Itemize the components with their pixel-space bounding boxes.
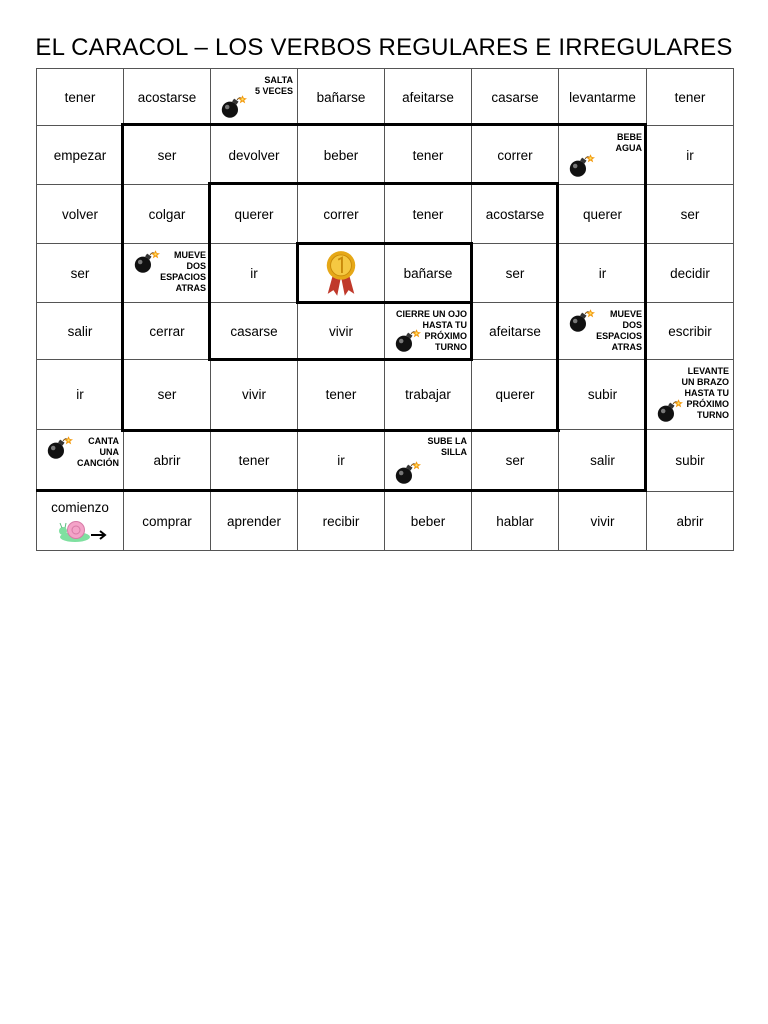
verb-label: devolver (228, 147, 280, 163)
verb-label: hablar (496, 513, 534, 529)
verb-label: ir (598, 265, 607, 281)
start-cell (36, 491, 124, 551)
verb-label: querer (582, 206, 623, 222)
bomb-icon (220, 95, 247, 119)
board-cell (297, 68, 385, 126)
penalty-cell (123, 243, 211, 303)
verb-label: bañarse (316, 89, 366, 105)
board-cell (384, 359, 472, 430)
verb-label: beber (323, 147, 359, 163)
verb-label: afeitarse (489, 323, 541, 339)
finish-cell (297, 243, 385, 303)
board-cell (384, 184, 472, 244)
board-cell (646, 491, 734, 551)
verb-label: levantarme (569, 89, 636, 105)
bomb-icon (656, 399, 683, 423)
board-cell (210, 359, 298, 430)
verb-label: colgar (148, 206, 186, 222)
board-cell (297, 184, 385, 244)
penalty-instruction: CANTA UNA CANCIÓN (77, 436, 119, 468)
board-cell (646, 68, 734, 126)
bomb-icon (133, 250, 160, 274)
board-cell (646, 125, 734, 185)
bomb-icon (568, 154, 595, 178)
board-cell (123, 429, 211, 492)
penalty-cell (384, 429, 472, 492)
board-cell (36, 302, 124, 360)
verb-label: cerrar (149, 323, 185, 339)
penalty-cell (558, 125, 647, 185)
board-cell (36, 68, 124, 126)
verb-label: trabajar (405, 387, 451, 402)
verb-label: bañarse (403, 265, 453, 281)
snail-icon (57, 519, 109, 543)
gold-medal-icon (322, 248, 360, 298)
verb-label: recibir (322, 513, 360, 529)
verb-label: acostarse (137, 89, 197, 105)
board-cell (36, 184, 124, 244)
verb-label: tener (64, 89, 96, 105)
verb-label: ser (70, 265, 90, 281)
verb-label: subir (587, 387, 618, 402)
bomb-icon (394, 329, 421, 353)
bomb-icon (46, 436, 73, 460)
verb-label: abrir (153, 453, 181, 468)
verb-label: salir (67, 323, 93, 339)
board-cell (558, 68, 647, 126)
verb-label: ir (337, 453, 345, 468)
board-cell (297, 359, 385, 430)
verb-label: casarse (491, 89, 539, 105)
penalty-instruction: LEVANTE UN BRAZO HASTA TU PRÓXIMO TURNO (681, 366, 729, 420)
start-label: comienzo (51, 500, 109, 515)
board-cell (384, 491, 472, 551)
penalty-instruction: SUBE LA SILLA (427, 436, 467, 457)
verb-label: tener (412, 206, 444, 222)
verb-label: ser (680, 206, 700, 222)
board-cell (210, 184, 298, 244)
verb-label: querer (495, 387, 535, 402)
verb-label: ir (250, 265, 258, 281)
board-cell (471, 359, 559, 430)
verb-label: empezar (53, 147, 107, 163)
board-cell (123, 68, 211, 126)
verb-label: ser (505, 265, 525, 281)
board-cell (210, 491, 298, 551)
penalty-instruction: BEBE AGUA (615, 132, 642, 153)
verb-label: ser (157, 387, 177, 402)
verb-label: tener (325, 387, 357, 402)
penalty-cell (558, 302, 647, 360)
verb-label: tener (674, 89, 706, 105)
verb-label: decidir (670, 265, 710, 281)
board-cell (297, 125, 385, 185)
verb-label: salir (590, 453, 615, 468)
board-cell (297, 302, 385, 360)
board-cell (558, 491, 647, 551)
verb-label: abrir (676, 513, 704, 529)
board-cell (123, 302, 211, 360)
verb-label: afeitarse (402, 89, 454, 105)
verb-label: tener (412, 147, 444, 163)
verb-label: vivir (329, 323, 353, 339)
board-cell (646, 302, 734, 360)
board-cell (210, 302, 298, 360)
verb-label: volver (61, 206, 98, 222)
penalty-instruction: MUEVE DOS ESPACIOS ATRAS (596, 309, 642, 352)
verb-label: correr (497, 147, 533, 163)
board-cell (297, 491, 385, 551)
penalty-instruction: CIERRE UN OJO HASTA TU PRÓXIMO TURNO (395, 309, 467, 352)
board-cell (471, 429, 559, 492)
verb-label: casarse (230, 323, 278, 339)
page-title: EL CARACOL – LOS VERBOS REGULARES E IRREGULARES (35, 34, 733, 61)
verb-label: ir (76, 387, 84, 402)
verb-label: ser (157, 147, 177, 163)
board-cell (123, 359, 211, 430)
verb-label: aprender (226, 513, 282, 529)
board-cell (384, 125, 472, 185)
verb-label: escribir (668, 323, 712, 339)
verb-label: ir (686, 147, 694, 163)
board-cell (36, 359, 124, 430)
board-cell (297, 429, 385, 492)
verb-label: comprar (142, 513, 192, 529)
board-cell (384, 68, 472, 126)
board-cell (471, 184, 559, 244)
penalty-cell (36, 429, 124, 492)
verb-label: vivir (590, 513, 615, 529)
board-cell (646, 184, 734, 244)
board-cell (471, 302, 559, 360)
board-cell (558, 184, 647, 244)
board-cell (471, 125, 559, 185)
bomb-icon (394, 461, 421, 485)
board-cell (558, 359, 647, 430)
verb-label: subir (675, 453, 705, 468)
board-cell (36, 125, 124, 185)
verb-label: beber (410, 513, 446, 529)
board-cell (123, 491, 211, 551)
verb-label: acostarse (485, 206, 545, 222)
board-cell (210, 243, 298, 303)
board-cell (646, 243, 734, 303)
board-cell (558, 243, 647, 303)
bomb-icon (568, 309, 595, 333)
verb-label: correr (323, 206, 359, 222)
board-cell (646, 429, 734, 492)
verb-label: tener (238, 453, 270, 468)
board-cell (123, 184, 211, 244)
verb-label: ser (505, 453, 525, 468)
board-cell (471, 68, 559, 126)
board-cell (558, 429, 647, 492)
board-cell (36, 243, 124, 303)
penalty-cell (210, 68, 298, 126)
verb-label: vivir (242, 387, 266, 402)
board-cell (123, 125, 211, 185)
board-cell (210, 429, 298, 492)
board-cell (384, 243, 472, 303)
penalty-instruction: MUEVE DOS ESPACIOS ATRAS (160, 250, 206, 293)
board-cell (471, 243, 559, 303)
board-cell (210, 125, 298, 185)
verb-label: querer (234, 206, 274, 222)
penalty-cell (384, 302, 472, 360)
board-cell (471, 491, 559, 551)
penalty-instruction: SALTA 5 VECES (254, 75, 293, 96)
penalty-cell (646, 359, 734, 430)
